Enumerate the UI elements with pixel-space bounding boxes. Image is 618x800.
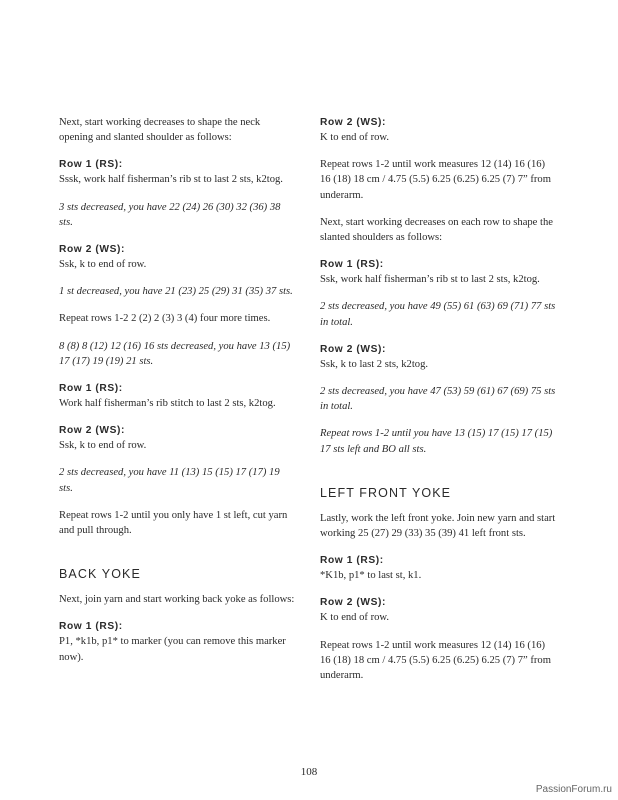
right-row-1-heading: Row 1 (RS): bbox=[320, 259, 384, 271]
right-column bbox=[320, 115, 556, 683]
back-yoke-title: BACK YOKE bbox=[59, 567, 141, 582]
right-row-1-note: 2 sts decreased, you have 49 (55) 61 (63) 69 (71) 77 sts in total. bbox=[320, 301, 556, 328]
left-front-row-2-heading: Row 2 (WS): bbox=[320, 597, 387, 609]
shoulder-intro: Next, start working decreases on each row to shape the slanted shoulders as follows: bbox=[320, 216, 553, 244]
row-2-instruction: Ssk, k to end of row. bbox=[59, 259, 147, 271]
right-row-2-heading: Row 2 (WS): bbox=[320, 117, 387, 128]
back-yoke-row-1-heading: Row 1 (RS): bbox=[59, 621, 123, 633]
watermark: PassionForum.ru bbox=[535, 784, 612, 795]
right-row-2-instruction: K to end of row. bbox=[320, 132, 390, 143]
neck-intro: Next, start working decreases to shape the neck opening and slanted shoulder as follows: bbox=[59, 117, 261, 144]
left-front-repeat-instruction: Repeat rows 1-2 until work measures 12 (14) 16 (16) 16 (18) 18 cm / 4.75 (5.5) 6.25 (6.25) 6.25 (7) 7” from underarm. bbox=[320, 639, 551, 682]
left-front-intro: Lastly, work the left front yoke. Join new yarn and start working 25 (27) 29 (33) 35 (39) 41 left front sts. bbox=[320, 512, 556, 540]
right-row-2b-heading: Row 2 (WS): bbox=[320, 343, 387, 355]
right-row-2b-note: 2 sts decreased, you have 47 (53) 59 (61) 67 (69) 75 sts in total. bbox=[320, 386, 556, 413]
right-repeat-note: Repeat rows 1-2 until you have 13 (15) 17 (15) 17 (15) 17 sts left and BO all sts. bbox=[320, 428, 553, 455]
repeat-instruction: Repeat rows 1-2 2 (2) 2 (3) 3 (4) four more times. bbox=[59, 313, 271, 325]
left-front-yoke-title: LEFT FRONT YOKE bbox=[320, 485, 452, 500]
right-repeat-instruction: Repeat rows 1-2 until work measures 12 (14) 16 (16) 16 (18) 18 cm / 4.75 (5.5) 6.25 (6.25) 6.25 (7) 7” from underarm. bbox=[320, 159, 551, 201]
row-2b-note: 2 sts decreased, you have 11 (13) 15 (15) 17 (17) 19 sts. bbox=[59, 467, 280, 494]
row-1-heading: Row 1 (RS): bbox=[59, 159, 123, 171]
back-yoke-intro: Next, join yarn and start working back yoke as follows: bbox=[59, 594, 295, 606]
row-2-heading: Row 2 (WS): bbox=[59, 244, 126, 256]
row-1b-heading: Row 1 (RS): bbox=[59, 383, 123, 395]
right-row-1-instruction: Ssk, work half fisherman’s rib st to last 2 sts, k2tog. bbox=[320, 274, 540, 286]
left-column bbox=[59, 115, 295, 665]
repeat-note: 8 (8) 8 (12) 12 (16) 16 sts decreased, you have 13 (15) 17 (17) 19 (19) 21 sts. bbox=[59, 340, 291, 367]
left-front-row-2-instruction: K to end of row. bbox=[320, 612, 390, 624]
right-row-2b-instruction: Ssk, k to last 2 sts, k2tog. bbox=[320, 358, 429, 370]
back-yoke-row-1-instruction: P1, *k1b, p1* to marker (you can remove this marker now). bbox=[59, 636, 286, 663]
row-2b-instruction: Ssk, k to end of row. bbox=[59, 440, 147, 452]
row-2-note: 1 st decreased, you have 21 (23) 25 (29) 31 (35) 37 sts. bbox=[59, 286, 293, 298]
row-1-note: 3 sts decreased, you have 22 (24) 26 (30) 32 (36) 38 sts. bbox=[59, 201, 281, 228]
page-number: 108 bbox=[300, 766, 318, 778]
row-1b-instruction: Work half fisherman’s rib stitch to last 2 sts, k2tog. bbox=[59, 398, 276, 410]
row-2b-heading: Row 2 (WS): bbox=[59, 425, 126, 437]
left-front-row-1-heading: Row 1 (RS): bbox=[320, 555, 384, 567]
repeat-2-instruction: Repeat rows 1-2 until you only have 1 st left, cut yarn and pull through. bbox=[59, 509, 288, 537]
left-front-row-1-instruction: *K1b, p1* to last st, k1. bbox=[320, 570, 422, 582]
row-1-instruction: Sssk, work half fisherman’s rib st to last 2 sts, k2tog. bbox=[59, 174, 283, 186]
